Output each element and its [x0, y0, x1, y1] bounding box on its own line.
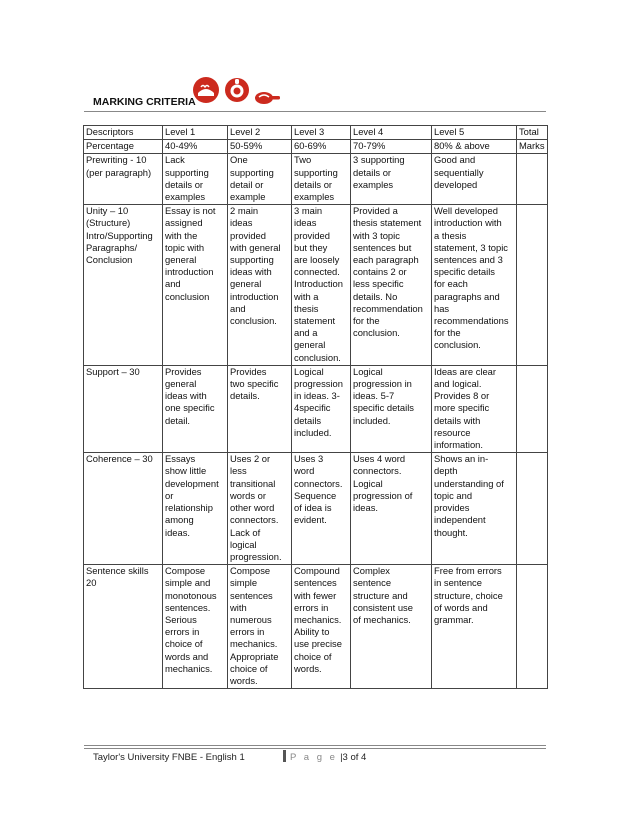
cell-line: introduction — [230, 290, 279, 302]
cell-line: details — [294, 414, 322, 426]
cell-line: logical — [230, 538, 257, 550]
cell-line: choice of — [230, 662, 268, 674]
cell-line: among — [165, 514, 194, 526]
cell-line: monotonous — [165, 589, 217, 601]
page-info: 3 of 4 — [342, 752, 367, 763]
cell-line: sentence — [353, 577, 392, 589]
cell-level3 — [292, 565, 351, 689]
cell-line: Support – 30 — [86, 365, 140, 377]
cell-total — [517, 154, 548, 205]
footer-rule-2 — [84, 748, 546, 749]
cell-level2 — [228, 205, 292, 366]
cell-line: conclusion. — [353, 327, 400, 339]
cell-line: examples — [165, 191, 206, 203]
cell-line: Shows an in- — [434, 453, 489, 465]
cell-line: specific details — [353, 402, 414, 414]
cell-line: more specific — [434, 402, 490, 414]
cell-line: One — [230, 154, 248, 166]
cell-line: assigned — [165, 217, 203, 229]
cell-line: and — [165, 278, 181, 290]
cell-line: details or — [165, 178, 204, 190]
cell-line: Good and — [434, 154, 476, 166]
cell-line: introduction with — [434, 217, 502, 229]
cell-line: included. — [294, 426, 332, 438]
cell-descriptor — [84, 565, 163, 689]
cell-line: Appropriate — [230, 650, 279, 662]
table-row — [84, 154, 548, 205]
footer-separator — [283, 750, 286, 762]
cell-line: (Structure) — [86, 217, 131, 229]
cell-total — [517, 365, 548, 452]
cell-line: for the — [353, 315, 380, 327]
cell-line: details. No — [353, 290, 398, 302]
header-cell: 60-69% — [292, 140, 351, 154]
cell-line: Prewriting - 10 — [86, 154, 147, 166]
cell-level1 — [163, 453, 228, 565]
cell-line: Unity – 10 — [86, 205, 129, 217]
cell-line: conclusion. — [294, 351, 341, 363]
cell-level2 — [228, 565, 292, 689]
cell-line: details. — [230, 390, 260, 402]
header-cell: 40-49% — [163, 140, 228, 154]
cell-total — [517, 205, 548, 366]
cell-line: with fewer — [294, 589, 337, 601]
cell-line: for each — [434, 278, 468, 290]
cell-line: (per paragraph) — [86, 166, 152, 178]
cell-line: show little — [165, 465, 207, 477]
cell-line: ideas. — [165, 526, 191, 538]
header-icons — [192, 76, 282, 110]
cell-line: Conclusion — [86, 254, 133, 266]
cell-line: are loosely — [294, 254, 340, 266]
cell-line: in ideas. 3- — [294, 390, 340, 402]
cell-line: Compound — [294, 565, 340, 577]
cell-line: topic and — [434, 489, 473, 501]
cell-level4 — [351, 453, 432, 565]
cell-line: errors in — [230, 626, 265, 638]
cell-line: errors in — [294, 601, 329, 613]
table-row — [84, 565, 548, 689]
cell-line: independent — [434, 514, 486, 526]
cell-line: sentences — [294, 577, 337, 589]
cell-line: general — [165, 254, 197, 266]
cell-line: Uses 2 or — [230, 453, 271, 465]
cell-line: resource — [434, 426, 471, 438]
cell-line: less — [230, 465, 247, 477]
cell-descriptor — [84, 453, 163, 565]
header-cell: 50-59% — [228, 140, 292, 154]
cell-line: progression in — [353, 378, 412, 390]
cell-line: provides — [434, 502, 470, 514]
cell-line: transitional — [230, 477, 276, 489]
cell-line: detail or — [230, 178, 264, 190]
cell-line: two specific — [230, 378, 279, 390]
cell-line: ideas with — [230, 266, 272, 278]
cell-line: statement — [294, 315, 336, 327]
cell-line: contains 2 or — [353, 266, 407, 278]
table-row — [84, 365, 548, 452]
header-cell: Level 3 — [292, 126, 351, 140]
cell-line: relationship — [165, 502, 213, 514]
cell-line: conclusion. — [434, 339, 481, 351]
cell-line: structure and — [353, 589, 408, 601]
cell-line: numerous — [230, 613, 272, 625]
cell-line: Two — [294, 154, 312, 166]
cell-line: for the — [434, 327, 461, 339]
cell-line: Ability to — [294, 626, 330, 638]
cell-level4 — [351, 565, 432, 689]
cell-line: examples — [294, 191, 335, 203]
header-rule — [84, 111, 546, 112]
cell-line: understanding of — [434, 477, 504, 489]
cell-line: connected. — [294, 266, 340, 278]
cell-line: but they — [294, 241, 328, 253]
cell-line: Provides 8 or — [434, 390, 490, 402]
cell-line: supporting — [165, 166, 209, 178]
cell-line: 3 supporting — [353, 154, 405, 166]
cell-total — [517, 565, 548, 689]
chef-cooking-icon — [192, 76, 220, 104]
footer-page-number — [290, 752, 366, 763]
header-cell: Level 1 — [163, 126, 228, 140]
cell-line: details or — [353, 166, 392, 178]
cell-line: one specific — [165, 402, 215, 414]
cell-line: progression — [294, 378, 343, 390]
cell-line: Well developed — [434, 205, 498, 217]
cell-line: paragraphs and — [434, 290, 500, 302]
cell-line: a thesis — [434, 229, 467, 241]
cell-line: words. — [230, 674, 258, 686]
cell-line: and a — [294, 327, 318, 339]
cell-line: with — [230, 601, 247, 613]
cell-line: general — [294, 339, 326, 351]
cell-line: examples — [353, 178, 394, 190]
cell-line: Ideas are clear — [434, 365, 497, 377]
cell-line: Provides — [165, 365, 202, 377]
cell-level2 — [228, 453, 292, 565]
cell-line: consistent use — [353, 601, 413, 613]
cell-line: other word — [230, 502, 275, 514]
cell-total — [517, 453, 548, 565]
header-cell: Level 2 — [228, 126, 292, 140]
cell-line: specific details — [434, 266, 495, 278]
cell-line: progression. — [230, 550, 282, 562]
cell-line: Introduction — [294, 278, 343, 290]
cell-line: conclusion — [165, 290, 210, 302]
cell-line: with a — [294, 290, 319, 302]
cell-line: Coherence – 30 — [86, 453, 153, 465]
cell-line: Logical — [353, 477, 383, 489]
cell-line: thesis — [294, 302, 319, 314]
food-plate-icon — [224, 76, 250, 104]
cell-line: errors in — [165, 626, 200, 638]
cell-level1 — [163, 154, 228, 205]
cell-line: conclusion. — [230, 315, 277, 327]
cell-line: of words and — [434, 601, 488, 613]
cell-line: ideas — [230, 217, 253, 229]
cell-line: developed — [434, 178, 478, 190]
cell-level1 — [163, 565, 228, 689]
cell-line: use precise — [294, 638, 342, 650]
cell-line: has — [434, 302, 450, 314]
cell-level2 — [228, 154, 292, 205]
cell-line: mechanics. — [294, 613, 342, 625]
cell-line: sentences and 3 — [434, 254, 503, 266]
cell-line: and — [230, 302, 246, 314]
header-cell: Percentage — [84, 140, 163, 154]
page-label: P a g e — [290, 752, 338, 763]
cell-line: Provided a — [353, 205, 398, 217]
cell-line: grammar. — [434, 613, 474, 625]
cell-line: Serious — [165, 613, 197, 625]
cell-line: and logical. — [434, 378, 482, 390]
cell-line: Essay is not — [165, 205, 216, 217]
cell-line: general — [165, 378, 197, 390]
cell-line: Provides — [230, 365, 267, 377]
cell-line: sequentially — [434, 166, 484, 178]
cell-line: Free from errors — [434, 565, 502, 577]
cell-level3 — [292, 205, 351, 366]
marking-criteria-table — [83, 125, 548, 689]
cell-line: Complex — [353, 565, 390, 577]
cell-level1 — [163, 205, 228, 366]
cell-line: topic with — [165, 241, 205, 253]
cell-line: simple — [230, 577, 258, 589]
cell-line: words or — [230, 489, 266, 501]
cell-level3 — [292, 365, 351, 452]
cell-line: 4specific — [294, 402, 331, 414]
cell-line: provided — [230, 229, 266, 241]
cell-line: 3 main — [294, 205, 323, 217]
cell-line: Lack of — [230, 526, 261, 538]
cell-line: Logical — [294, 365, 324, 377]
cell-line: choice of — [294, 650, 332, 662]
cell-line: with general — [230, 241, 281, 253]
cell-line: connectors. — [353, 465, 402, 477]
cell-line: depth — [434, 465, 458, 477]
cell-line: example — [230, 191, 266, 203]
cell-line: details or — [294, 178, 333, 190]
cell-line: information. — [434, 439, 483, 451]
cell-line: Uses 4 word — [353, 453, 406, 465]
cell-line: 2 main — [230, 205, 259, 217]
cell-line: Compose — [165, 565, 206, 577]
cell-line: words and — [165, 650, 209, 662]
page-divider: | — [340, 752, 343, 763]
cell-level3 — [292, 154, 351, 205]
header-cell: 80% & above — [432, 140, 517, 154]
cell-line: sentences. — [165, 601, 211, 613]
cell-line: sentences but — [353, 241, 412, 253]
header-cell: Descriptors — [84, 126, 163, 140]
cell-level4 — [351, 154, 432, 205]
cell-descriptor — [84, 205, 163, 366]
cell-line: Logical — [353, 365, 383, 377]
header-cell: Total — [517, 126, 548, 140]
header-cell: Level 4 — [351, 126, 432, 140]
cell-level5 — [432, 453, 517, 565]
cell-line: ideas — [294, 217, 317, 229]
cell-line: Compose — [230, 565, 271, 577]
cell-line: each paragraph — [353, 254, 419, 266]
cell-line: with the — [165, 229, 198, 241]
cell-line: Essays — [165, 453, 196, 465]
cell-line: supporting — [230, 254, 274, 266]
cell-level4 — [351, 365, 432, 452]
cell-line: evident. — [294, 514, 327, 526]
page-title: MARKING CRITERIA — [93, 96, 196, 108]
pan-icon — [254, 88, 280, 108]
cell-line: sentences — [230, 589, 273, 601]
cell-level5 — [432, 365, 517, 452]
cell-line: connectors. — [230, 514, 279, 526]
cell-line: ideas. 5-7 — [353, 390, 395, 402]
cell-line: recommendations — [434, 315, 509, 327]
cell-line: statement, 3 topic — [434, 241, 508, 253]
cell-level5 — [432, 154, 517, 205]
cell-line: thought. — [434, 526, 468, 538]
footer-course: Taylor's University FNBE - English 1 — [93, 752, 245, 763]
cell-descriptor — [84, 154, 163, 205]
cell-line: ideas. — [353, 502, 379, 514]
table-row — [84, 453, 548, 565]
cell-line: details with — [434, 414, 481, 426]
cell-level2 — [228, 365, 292, 452]
cell-line: mechanics. — [165, 662, 213, 674]
header-cell: Marks — [517, 140, 548, 154]
cell-line: progression of — [353, 489, 413, 501]
table-header-row — [84, 126, 548, 140]
cell-line: with 3 topic — [353, 229, 400, 241]
cell-line: introduction — [165, 266, 214, 278]
cell-line: thesis statement — [353, 217, 422, 229]
cell-line: provided — [294, 229, 330, 241]
cell-line: supporting — [294, 166, 338, 178]
table-percentage-row — [84, 140, 548, 154]
cell-level5 — [432, 205, 517, 366]
cell-descriptor — [84, 365, 163, 452]
cell-line: Intro/Supporting — [86, 229, 153, 241]
cell-line: supporting — [230, 166, 274, 178]
cell-line: connectors. — [294, 477, 343, 489]
cell-line: mechanics. — [230, 638, 278, 650]
cell-level5 — [432, 565, 517, 689]
cell-line: included. — [353, 414, 391, 426]
cell-line: Sequence — [294, 489, 337, 501]
cell-line: 20 — [86, 577, 97, 589]
cell-line: or — [165, 489, 174, 501]
footer-rule — [84, 745, 546, 746]
cell-line: Paragraphs/ — [86, 241, 138, 253]
cell-level4 — [351, 205, 432, 366]
cell-line: detail. — [165, 414, 191, 426]
cell-line: word — [294, 465, 315, 477]
cell-level1 — [163, 365, 228, 452]
cell-line: of idea is — [294, 502, 332, 514]
cell-line: Lack — [165, 154, 185, 166]
cell-line: less specific — [353, 278, 404, 290]
cell-line: of mechanics. — [353, 613, 411, 625]
cell-line: simple and — [165, 577, 211, 589]
header-cell: 70-79% — [351, 140, 432, 154]
cell-line: ideas with — [165, 390, 207, 402]
cell-line: Sentence skills — [86, 565, 149, 577]
cell-line: development — [165, 477, 219, 489]
cell-line: general — [230, 278, 262, 290]
cell-line: structure, choice — [434, 589, 503, 601]
table-row — [84, 205, 548, 366]
header-cell: Level 5 — [432, 126, 517, 140]
cell-line: recommendation — [353, 302, 423, 314]
cell-line: choice of — [165, 638, 203, 650]
cell-line: Uses 3 — [294, 453, 324, 465]
cell-level3 — [292, 453, 351, 565]
cell-line: in sentence — [434, 577, 482, 589]
cell-line: words. — [294, 662, 322, 674]
